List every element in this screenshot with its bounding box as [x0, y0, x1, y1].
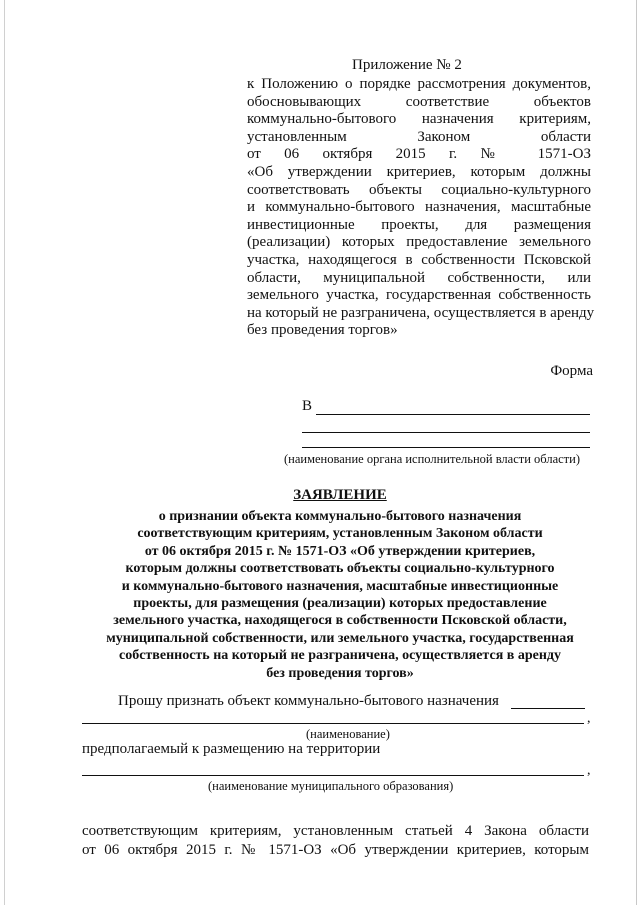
appendix-line: (реализации) которых предоставление земельного	[247, 234, 591, 251]
statement-subject-line: муниципальной собственности, или земельного участка, государственная	[106, 630, 574, 646]
statement-body-text	[82, 822, 589, 860]
addressee-prefix: В	[302, 398, 313, 414]
object-name-caption: (наименование)	[306, 727, 390, 741]
scan-edge-right	[636, 0, 637, 905]
appendix-line: без проведения торгов»	[247, 322, 398, 339]
appendix-line: инвестиционные проекты, для размещения	[247, 216, 591, 233]
statement-subject-line: соответствующим критериям, установленным Законом области	[137, 526, 543, 542]
object-name-fill-line[interactable]	[511, 708, 585, 709]
appendix-line: установленным Законом области	[247, 128, 591, 145]
scan-edge-left	[4, 0, 5, 905]
appendix-line: «Об утверждении критериев, которым должны	[247, 163, 591, 180]
territory-text: предполагаемый к размещению на территории	[82, 741, 381, 757]
municipality-fill-line[interactable]	[82, 775, 584, 776]
addressee-fill-line[interactable]	[316, 414, 590, 415]
appendix-line: обосновывающих соответствие объектов	[247, 93, 591, 110]
addressee-fill-line[interactable]	[302, 447, 590, 448]
statement-title: ЗАЯВЛЕНИЕ	[293, 487, 387, 503]
municipality-caption: (наименование муниципального образования)	[208, 779, 454, 793]
body-line: от 06 октября 2015 г. № 1571-ОЗ «Об утверждении критериев, которым	[82, 842, 589, 858]
appendix-reference	[247, 76, 595, 340]
appendix-line: на который не разграничена, осуществляется в аренду	[247, 304, 595, 321]
statement-subject-line: от 06 октября 2015 г. № 1571-ОЗ «Об утверждении критериев,	[144, 543, 536, 559]
statement-subject-line: без проведения торгов»	[266, 665, 414, 681]
appendix-line: соответствовать объекты социально-культурного	[247, 181, 591, 198]
form-label: Форма	[550, 363, 593, 379]
appendix-line: и коммунально-бытового назначения, масштабные	[247, 199, 591, 216]
statement-subject-line: и коммунально-бытового назначения, масштабные инвестиционные	[121, 578, 559, 594]
appendix-line: земельного участка, государственная собственность	[247, 287, 591, 304]
addressee-fill-line[interactable]	[302, 432, 590, 433]
addressee-caption: (наименование органа исполнительной власти области)	[284, 452, 580, 466]
statement-subject-line: земельного участка, находящегося в собственности Псковской области,	[113, 613, 567, 629]
appendix-line: области, муниципальной собственности, или	[247, 269, 591, 286]
body-line: соответствующим критериям, установленным статьей 4 Закона области	[82, 823, 589, 839]
appendix-line: участка, находящегося в собственности Псковской	[247, 251, 591, 268]
statement-subject-line: которым должны соответствовать объекты социально-культурного	[125, 561, 555, 577]
appendix-title: Приложение № 2	[352, 57, 462, 73]
appendix-line: от 06 октября 2015 г. № 1571-ОЗ	[247, 146, 591, 163]
statement-subject-line: о признании объекта коммунально-бытового назначения	[158, 509, 522, 524]
request-text: Прошу признать объект коммунально-бытового назначения	[118, 693, 499, 709]
line-comma: ,	[587, 763, 591, 778]
statement-subject-line: проекты, для размещения (реализации) которых предоставление	[133, 596, 547, 612]
statement-subject-line: собственность на который не разграничена, осуществляется в аренду	[119, 648, 561, 664]
line-comma: ,	[587, 711, 591, 726]
appendix-line: к Положению о порядке рассмотрения документов,	[247, 76, 591, 92]
object-name-fill-line[interactable]	[82, 723, 584, 724]
statement-subject	[60, 508, 620, 682]
appendix-line: коммунально-бытового назначения критериям,	[247, 111, 591, 128]
statement-heading	[60, 487, 620, 682]
